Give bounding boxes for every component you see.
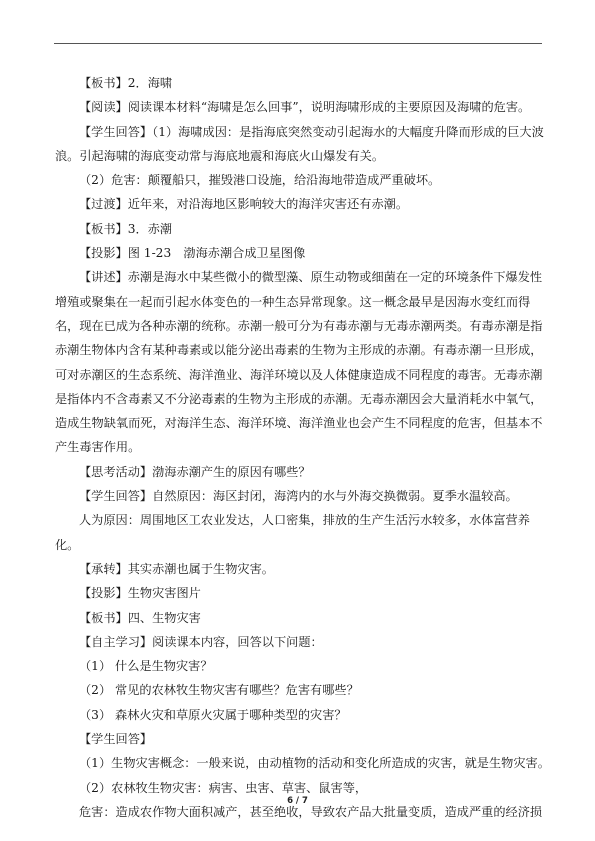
paragraph [55,120,555,169]
text-line: 【过渡】近年来，对沿海地区影响较大的海洋灾害还有赤潮。 [79,197,409,212]
text-line: （3） 森林火灾和草原火灾属于哪种类型的灾害？ [79,707,347,722]
paragraph [55,557,555,581]
paragraph [55,241,555,265]
text-line: 化。 [55,537,80,552]
text-line: （2） 常见的农林牧生物灾害有哪些？危害有哪些？ [79,683,359,698]
text-line: （1）生物灾害概念：一般来说，由动植物的活动和变化所造成的灾害，就是生物灾害。 [79,756,550,771]
paragraph [55,678,555,702]
text-line: 危害：造成农作物大面积减产，甚至绝收，导致农产品大批量变质，造成严重的经济损 [79,804,543,819]
text-line: 【承转】其实赤潮也属于生物灾害。 [79,561,274,576]
text-line: 是指体内不含毒素又不分泌毒素的生物为主形成的赤潮。无毒赤潮因会大量消耗水中氧气， [55,391,543,406]
text-line: 【自主学习】阅读课本内容，回答以下问题： [79,634,323,649]
text-line: 增殖或聚集在一起而引起水体变色的一种生态异常现象。这一概念最早是因海水变红而得 [55,294,531,309]
text-line: 【学生回答】自然原因：海区封闭，海湾内的水与外海交换微弱。夏季水温较高。 [79,489,518,504]
text-line: 浪。引起海啸的海底变动常与海底地震和海底火山爆发有关。 [55,148,385,163]
text-line: （2）危害：颠覆船只，摧毁港口设施，给沿海地带造成严重破坏。 [79,173,441,188]
text-line: 【学生回答】 [79,732,153,747]
paragraph [55,630,555,654]
paragraph [55,192,555,216]
text-line: 可对赤潮区的生态系统、海洋渔业、海洋环境以及人体健康造成不同程度的毒害。无毒赤潮 [55,367,543,382]
paragraph [55,508,555,557]
paragraph [55,95,555,119]
paragraph [55,460,555,484]
paragraph [55,606,555,630]
paragraph [55,265,555,459]
paragraph [55,581,555,605]
paragraph [55,217,555,241]
text-line: 造成生物缺氧而死，对海洋生态、海洋环境、海洋渔业也会产生不同程度的危害，但基本不 [55,416,543,431]
text-line: 产生毒害作用。 [55,440,141,455]
text-line: 【思考活动】渤海赤潮产生的原因有哪些？ [79,464,311,479]
text-line: 人为原因：周围地区工农业发达，人口密集，排放的生产生活污水较多，水体富营养 [79,513,530,528]
document-body [55,71,555,824]
page-number: 6 / 7 [287,796,308,806]
text-line: 【板书】2．海啸 [79,76,173,90]
header-rule [54,43,542,44]
paragraph [55,727,555,751]
text-line: 【阅读】阅读课本材料“海啸是怎么回事”，说明海啸形成的主要原因及海啸的危害。 [79,100,531,115]
paragraph [55,71,555,95]
paragraph [55,168,555,192]
paragraph [55,484,555,508]
text-line: 【投影】图 1-23 渤海赤潮合成卫星图像 [79,246,306,261]
paragraph [55,654,555,678]
text-line: 【板书】3．赤潮 [79,221,173,236]
text-line: 【学生回答】（1）海啸成因：是指海底突然变动引起海水的大幅度升降而形成的巨大波 [79,124,544,139]
text-line: （2）农林牧生物灾害：病害、虫害、草害、鼠害等， [79,780,368,795]
text-line: 【投影】生物灾害图片 [79,586,201,601]
text-line: （1） 什么是生物灾害？ [79,659,213,674]
paragraph [55,751,555,775]
text-line: 【板书】四、生物灾害 [79,610,201,625]
text-line: 名，现在已成为各种赤潮的统称。赤潮一般可分为有毒赤潮与无毒赤潮两类。有毒赤潮是指 [55,318,543,333]
text-line: 赤潮生物体内含有某种毒素或以能分泌出毒素的生物为主形成的赤潮。有毒赤潮一旦形成， [55,343,543,358]
text-line: 【讲述】赤潮是海水中某些微小的微型藻、原生动物或细菌在一定的环境条件下爆发性 [79,270,543,285]
paragraph [55,703,555,727]
